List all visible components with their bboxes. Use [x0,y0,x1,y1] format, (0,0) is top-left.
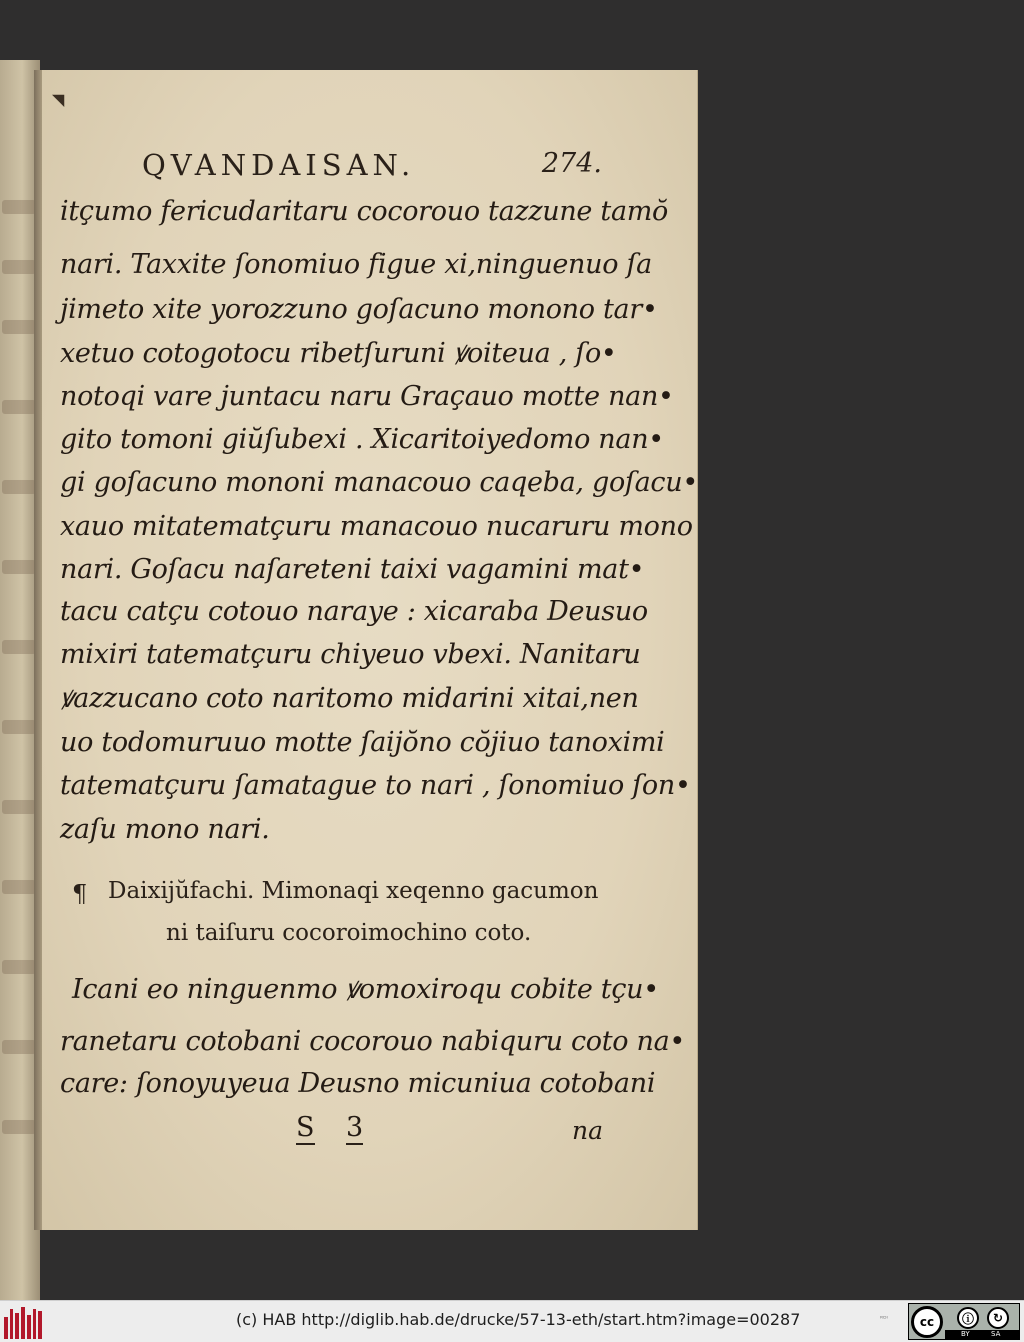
body-line: nari. Taxxite ſonomiuo figue xi,ninguenuo ſa [60,249,652,280]
sa-label: SA [991,1330,1001,1338]
rdi-label: ᴿᴰᴵ [880,1315,888,1323]
running-head-title: QVANDAISAN. [142,148,416,182]
by-label: BY [961,1330,970,1338]
running-head [142,148,602,188]
page-corner-mark: ◥ [52,90,65,109]
body-line: ranetaru cotobani cocorouo nabiquru coto na• [60,1026,686,1057]
copyright-url-text[interactable]: (c) HAB http://diglib.hab.de/drucke/57-13-eth/start.htm?image=00287 [236,1310,801,1329]
cc-icon: cc [911,1306,943,1338]
body-line: ꝟazzucano coto naritomo midarini xitai,nen [60,683,639,714]
body-line: gito tomoni giŭſubexi . Xicaritoiyedomo nan• [60,424,664,455]
body-line: mixiri tatematçuru chiyeuo vbexi. Nanitaru [60,639,641,670]
page-gutter [34,70,42,1230]
body-line: itçumo fericudaritaru cocorouo tazzune tamŏ [60,196,668,227]
body-line: jimeto xite yorozzuno goſacuno monono tar• [60,294,658,325]
body-line: Icani eo ninguenmo ꝟomoxiroqu cobite tçu• [72,974,659,1005]
pilcrow-mark: ¶ [72,880,88,908]
share-alike-icon: ↻ [987,1307,1009,1329]
body-line: care: ſonoyuyeua Deusno micuniua cotobani [60,1068,656,1099]
body-line: gi goſacuno mononi manacouo caqeba, goſacu• [60,467,698,498]
body-line: xauo mitatematçuru manacouo nucaruru mono [60,511,693,542]
page-number: 274. [541,148,602,179]
catchword: na [572,1116,604,1145]
signature-number: 3 [346,1112,364,1143]
body-line: tacu catçu cotouo naraye : xicaraba Deusuo [60,596,648,627]
body-line: nari. Goſacu naſareteni taixi vagamini mat• [60,554,645,585]
section-heading-line-2: ni taiſuru cocoroimochino coto. [166,920,532,946]
section-heading-line-1: Daixijŭfachi. Mimonaqi xeqenno gacumon [108,878,599,904]
body-line: xetuo cotogotocu ribetſuruni ꝟoiteua , ſo• [60,338,617,369]
body-line: zaſu mono nari. [60,814,270,845]
attribution-icon: ⓘ [957,1307,979,1329]
signature-mark: S [296,1112,315,1143]
hab-logo-icon[interactable] [4,1305,42,1339]
body-line: tatematçuru ſamatague to nari , ſonomiuo ſon• [60,770,691,801]
body-line: notoqi vare juntacu naru Graçauo motte nan• [60,381,674,412]
footer-bar [0,1300,1024,1342]
body-line: uo todomuruuo motte ſaijŏno cŏjiuo tanoximi [60,727,665,758]
cc-license-badge[interactable] [908,1303,1020,1340]
